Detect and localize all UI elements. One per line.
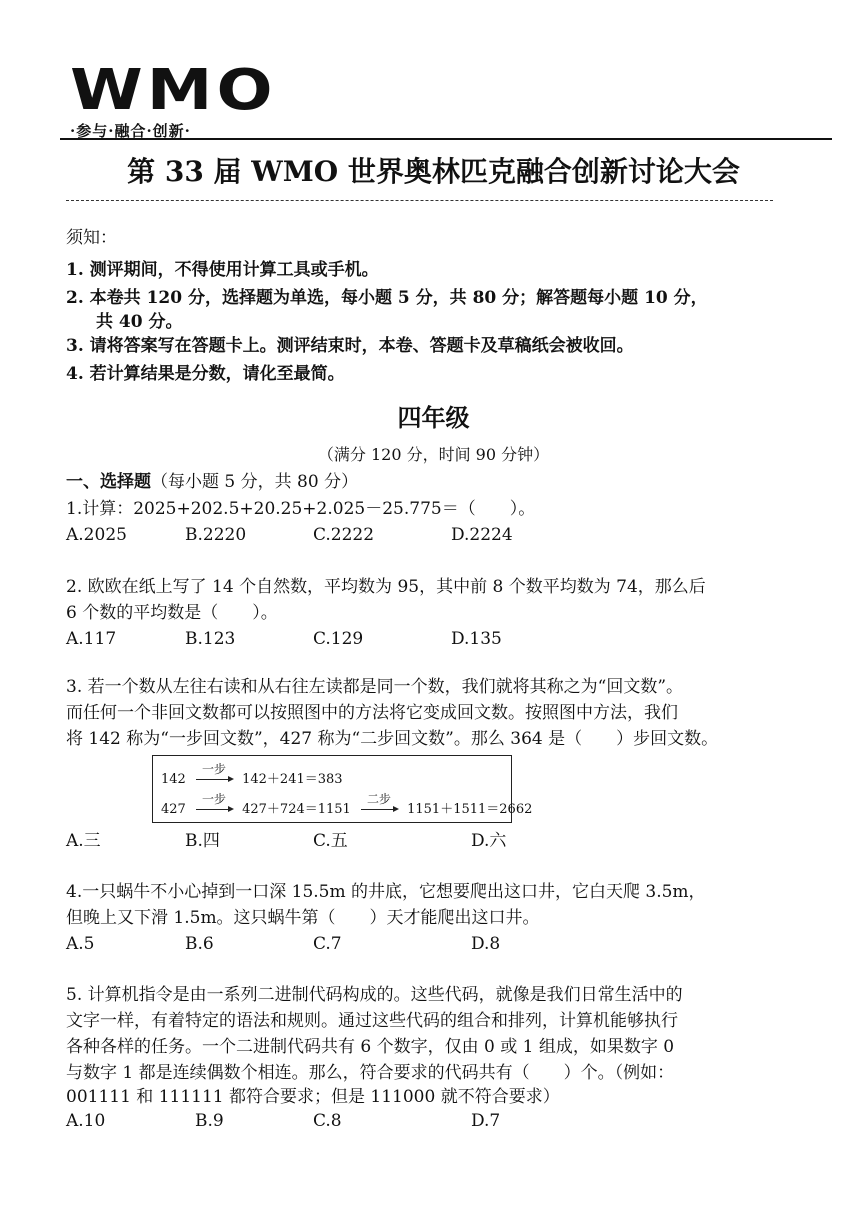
diagram-row-1 [161,762,343,787]
option: C.五 [313,831,348,851]
question-text: 与数字 1 都是连续偶数个相连。那么，符合要求的代码共有（ ）个。（例如： [66,1063,675,1083]
question-text: 各种各样的任务。一个二进制代码共有 6 个数字，仅由 0 或 1 组成，如果数字 0 [66,1037,675,1057]
exam-subtitle: （满分 120 分，时间 90 分钟） [317,445,550,464]
section-heading [66,470,358,494]
question-text: 2. 欧欧在纸上写了 14 个自然数，平均数为 95，其中前 8 个数平均数为 74，那么后 [66,577,706,597]
question-text: 文字一样，有着特定的语法和规则。通过这些代码的组合和排列，计算机能够执行 [66,1011,678,1031]
notice-heading: 须知： [66,228,117,248]
logo-slogan: ·参与·融合·创新· [70,122,191,140]
option: B.9 [195,1111,224,1131]
option: A.三 [66,831,101,851]
wmo-logo: WMO [70,56,277,123]
option: D.8 [471,934,501,954]
question-text: 但晚上又下滑 1.5m。这只蜗牛第（ ）天才能爬出这口井。 [66,908,540,928]
notice-item: 2. 本卷共 120 分，选择题为单选，每小题 5 分，共 80 分；解答题每小题 10 分， [66,288,708,308]
document-title: 第 33 届 WMO 世界奥林匹克融合创新讨论大会 [127,155,740,188]
option: A.117 [66,629,117,649]
option: D.2224 [451,525,513,545]
question-text: 1.计算：2025+202.5+20.25+2.025－25.775＝（ ）。 [66,499,536,519]
option: A.10 [66,1111,106,1131]
diagram-mid: 427＋724＝1151 [242,802,351,817]
notice-item: 3. 请将答案写在答题卡上。测评结束时，本卷、答题卡及草稿纸会被收回。 [66,336,634,356]
dashed-divider [66,200,773,201]
grade-title: 四年级 [397,403,470,432]
option: A.5 [66,934,95,954]
option: D.135 [451,629,502,649]
section-label: 一、选择题 [66,472,151,492]
diagram-result: 1151＋1511＝2662 [407,802,533,817]
option: B.四 [185,831,220,851]
question-text: 5. 计算机指令是由一系列二进制代码构成的。这些代码，就像是我们日常生活中的 [66,985,683,1005]
option: C.129 [313,629,364,649]
option: D.7 [471,1111,501,1131]
option: B.123 [185,629,236,649]
notice-item: 4. 若计算结果是分数，请化至最简。 [66,364,345,384]
arrow-icon [359,792,399,817]
option: C.7 [313,934,342,954]
option: A.2025 [66,525,127,545]
option: C.8 [313,1111,342,1131]
question-text: 将 142 称为“一步回文数”，427 称为“二步回文数”。那么 364 是（ ）步回文数。 [66,729,719,749]
palindrome-diagram [152,755,533,823]
question-text: 6 个数的平均数是（ ）。 [66,603,278,623]
notice-item: 1. 测评期间，不得使用计算工具或手机。 [66,260,379,280]
diagram-result: 142＋241＝383 [242,772,343,787]
question-text: 而任何一个非回文数都可以按照图中的方法将它变成回文数。按照图中方法，我们 [66,703,678,723]
section-note: （每小题 5 分，共 80 分） [151,472,359,492]
header-divider [60,138,832,140]
arrow-label: 一步 [201,762,226,776]
diagram-start: 427 [161,802,186,817]
arrow-icon [194,792,234,817]
option: C.2222 [313,525,375,545]
question-text: 4.一只蜗牛不小心掉到一口深 15.5m 的井底，它想要爬出这口井，它白天爬 3.5m， [66,882,706,902]
arrow-label: 一步 [201,792,226,806]
question-text: 3. 若一个数从左往右读和从右往左读都是同一个数，我们就将其称之为“回文数”。 [66,677,684,697]
option: B.6 [185,934,214,954]
diagram-row-2 [161,792,533,817]
question-text: 001111 和 111111 都符合要求；但是 111000 就不符合要求） [66,1087,560,1107]
arrow-icon [194,762,234,787]
option: D.六 [471,831,507,851]
arrow-label: 二步 [366,792,391,806]
diagram-start: 142 [161,772,186,787]
notice-item: 共 40 分。 [96,312,183,332]
option: B.2220 [185,525,247,545]
